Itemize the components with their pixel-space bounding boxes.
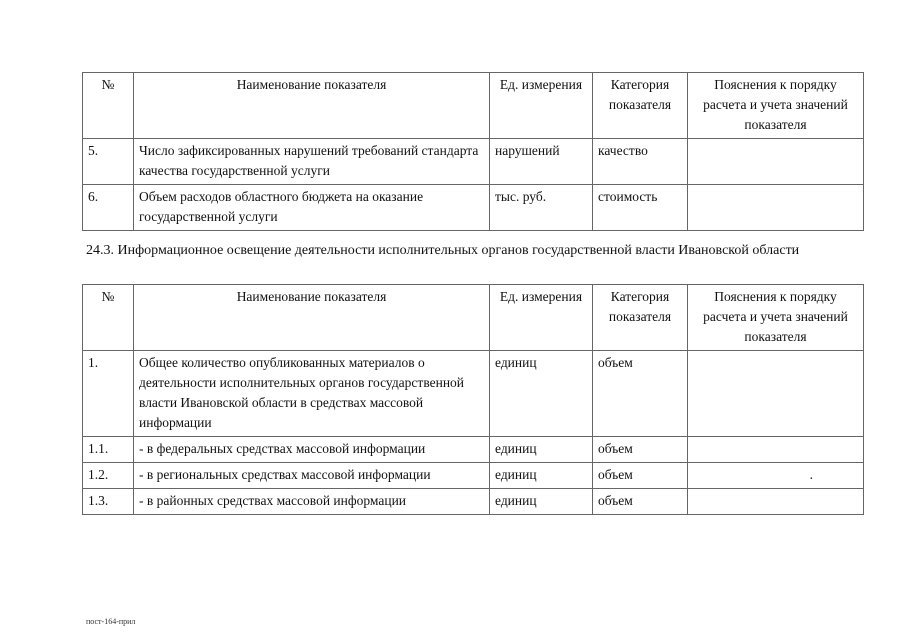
footer-file-label: пост-164-прил — [86, 617, 136, 626]
row-category: объем — [593, 351, 688, 437]
row-category: объем — [593, 489, 688, 515]
table-header-row — [83, 73, 864, 139]
row-explanation — [688, 139, 864, 185]
indicators-table-1 — [82, 72, 864, 231]
row-category: качество — [593, 139, 688, 185]
row-unit: единиц — [490, 463, 593, 489]
row-unit: единиц — [490, 351, 593, 437]
row-name: - в районных средствах массовой информации — [134, 489, 490, 515]
row-explanation — [688, 437, 864, 463]
row-unit: тыс. руб. — [490, 185, 593, 231]
header-num: № — [83, 73, 134, 139]
row-category: объем — [593, 463, 688, 489]
row-num: 1. — [83, 351, 134, 437]
header-name: Наименование показателя — [134, 285, 490, 351]
header-unit: Ед. измерения — [490, 285, 593, 351]
table-row — [83, 463, 864, 489]
header-category: Категория показателя — [593, 285, 688, 351]
table-row — [83, 185, 864, 231]
indicators-table-2 — [82, 284, 864, 515]
row-name: Объем расходов областного бюджета на оказание государственной услуги — [134, 185, 490, 231]
row-num: 5. — [83, 139, 134, 185]
row-explanation: . — [688, 463, 864, 489]
table-row — [83, 489, 864, 515]
header-unit: Ед. измерения — [490, 73, 593, 139]
table-header-row — [83, 285, 864, 351]
row-explanation — [688, 351, 864, 437]
header-category: Категория показателя — [593, 73, 688, 139]
row-unit: единиц — [490, 437, 593, 463]
row-num: 1.2. — [83, 463, 134, 489]
row-category: объем — [593, 437, 688, 463]
row-explanation — [688, 489, 864, 515]
row-num: 1.3. — [83, 489, 134, 515]
row-name: - в региональных средствах массовой информации — [134, 463, 490, 489]
row-explanation — [688, 185, 864, 231]
row-num: 6. — [83, 185, 134, 231]
row-unit: единиц — [490, 489, 593, 515]
header-name: Наименование показателя — [134, 73, 490, 139]
row-category: стоимость — [593, 185, 688, 231]
section-title: 24.3. Информационное освещение деятельности исполнительных органов государственной власти Ивановской области — [86, 243, 800, 258]
row-name: Число зафиксированных нарушений требований стандарта качества государственной услуги — [134, 139, 490, 185]
header-explanation: Пояснения к порядку расчета и учета значений показателя — [688, 73, 864, 139]
table-row — [83, 139, 864, 185]
row-name: - в федеральных средствах массовой информации — [134, 437, 490, 463]
table-row — [83, 351, 864, 437]
table-row — [83, 437, 864, 463]
header-num: № — [83, 285, 134, 351]
row-name: Общее количество опубликованных материалов о деятельности исполнительных органов государственной власти Ивановской области в средствах массовой информации — [134, 351, 490, 437]
row-num: 1.1. — [83, 437, 134, 463]
header-explanation: Пояснения к порядку расчета и учета значений показателя — [688, 285, 864, 351]
row-unit: нарушений — [490, 139, 593, 185]
